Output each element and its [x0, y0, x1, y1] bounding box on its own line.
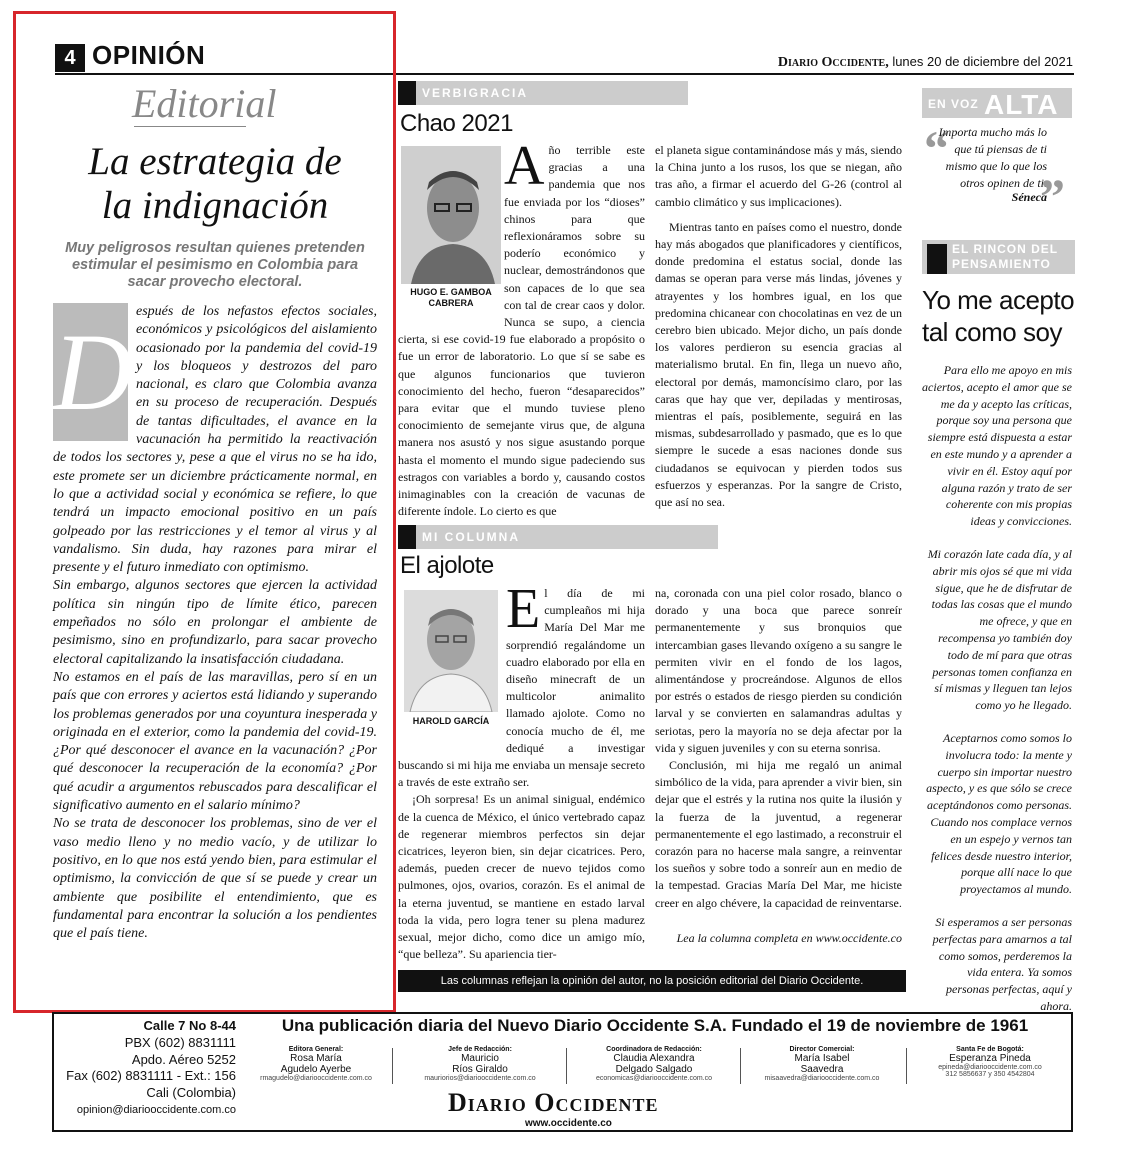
staff-name: Rosa María	[290, 1053, 342, 1064]
staff-email: mauriorios@diariooccidente.com.co	[424, 1075, 536, 1082]
staff-name: María Isabel	[794, 1053, 850, 1064]
phone-line: PBX (602) 8831111	[124, 1034, 236, 1050]
masthead-brand: Diario Occidente,	[777, 55, 889, 70]
headline-line-2: la indignación	[101, 184, 329, 227]
footer-url[interactable]: www.occidente.co	[525, 1118, 612, 1129]
po-box-line: Apdo. Aéreo 5252	[131, 1051, 236, 1067]
open-quote-icon: “	[924, 120, 949, 176]
quote-author: Séneca	[1011, 190, 1047, 204]
editorial-headline	[55, 140, 375, 228]
email-line: opinion@diariooccidente.com.co	[76, 1103, 236, 1116]
staff-role: Coordinadora de Redacción:	[606, 1046, 702, 1053]
city-line: Cali (Colombia)	[146, 1085, 236, 1101]
micolumna-col2-p1: na, coronada con una piel color rosado, blanco o dorado y una boca que parece sonreír permanentemente y sus bronquios que intercambian gases llevando oxígeno a su sangre le permiten vivir en el fondo de los lagos, alimentándose y procreándose. Algunos de ellos por estrés o estados de riesgo pierden su condición larval y se convierten en salamandras adultas y seriotas, pero la mayoría no se deja afectar por la vida y siguen juveniles y con su eterna sonrisa.	[655, 586, 902, 755]
issue-date: lunes 20 de diciembre del 2021	[888, 54, 1073, 69]
rincon-paragraph: Aceptarnos como somos lo involucra todo: la mente y cuerpo sin importar nuestro aspecto, y es que sólo se crece aceptándonos como personas. Cuando nos complace vernos en un espejo y vernos tan felices desde nuestro interior, porque allí nace lo que proyectamos al mundo.	[926, 730, 1072, 897]
label-block	[398, 81, 416, 105]
staff-role: Santa Fe de Bogotá:	[956, 1046, 1024, 1053]
editorial-paragraph: No se trata de desconocer los problemas, sino de ver el vaso medio lleno y no medio vacío, y de utilizar lo positivo, en lo que nos está yendo bien, para estimular el optimismo, la convicción de que sí se puede y crear un ambiente que posibilite el entendimiento, que es fundamental para encontrar la solución a los pendientes que el país tiene.	[53, 816, 377, 942]
staff-divider	[392, 1048, 393, 1084]
rincon-paragraph: Si esperamos a ser personas perfectas para amarnos a tal como somos, perderemos la vida entera. Ya somos personas perfectas, aquí y ahora.	[932, 914, 1072, 1013]
staff-role: Editora General:	[288, 1046, 344, 1053]
staff-name: Delgado Salgado	[615, 1064, 693, 1075]
staff-name: Saavedra	[800, 1064, 844, 1075]
fax-line: Fax (602) 8831111 - Ext.: 156	[66, 1068, 236, 1084]
staff-chief	[400, 1046, 560, 1082]
rincon-paragraph: Para ello me apoyo en mis aciertos, acepto el amor que se me da y acepto las críticas, porque soy una persona que siempre está dispuesta a estar en este mundo y a aprender a vivir en él. Estoy aquí por alguna razón y trato de ser coherente con mis propias ideas y convicciones.	[922, 363, 1072, 529]
verbigracia-column-1	[398, 135, 645, 520]
verbigracia-column-2	[655, 142, 902, 511]
staff-name: Ríos Giraldo	[452, 1064, 508, 1075]
staff-name: Claudia Alexandra	[613, 1053, 695, 1064]
rincon-label-text: EL RINCON DEL PENSAMIENTO	[952, 242, 1058, 271]
verbigracia-dropcap: A	[504, 135, 545, 197]
footer-address	[60, 1018, 236, 1119]
section-title: OPINIÓN	[92, 40, 206, 70]
editorial-dropcap: D	[53, 303, 128, 441]
masthead-date	[778, 54, 1073, 71]
staff-coordinator	[574, 1046, 734, 1082]
envoz-label	[922, 88, 1072, 118]
footer-logo: Diario Occidente	[448, 1088, 659, 1117]
footer-tagline: Una publicación diaria del Nuevo Diario Occidente S.A. Fundado el 19 de noviembre de 1961	[281, 1016, 1029, 1035]
envoz-label-big: ALTA	[984, 89, 1059, 120]
staff-divider	[906, 1048, 907, 1084]
verbigracia-title: Chao 2021	[400, 110, 513, 137]
editorial-paragraph: Sin embargo, algunos sectores que ejercen la actividad política sin ningún tipo de límite ético, parecen empeñados no sólo en prolongar el ambiente de pesimismo, sino en profundizarlo, para sacar provecho electoral capitalizando la insatisfacción ciudadana.	[53, 578, 377, 667]
disclaimer-bar: Las columnas reflejan la opinión del autor, no la posición editorial del Diario Occidente.	[398, 970, 906, 992]
staff-bogota	[910, 1046, 1070, 1078]
verbigracia-col2-p2: Mientras tanto en países como el nuestro, donde hay más abogados que planificadores y científicos, donde predomina el estatus social, donde las damas se operan para verse más lindas, jóvenes y atrayentes y los hombres igual, en los que predomina chicanear con chocolatinas en vez de un cerebro bien ubicado. Mejor dicho, un país donde los valores perdieron su esencia gracias al materialismo brutal. En fin, llega un nuevo año, electoral por demás, mamoncísimo claro, por las caras que hay que ver, depiladas y mentirosas, mientras el país, posiblemente, seguirá en las mismas, subdesarrollado y pasmado, que es lo que siempre le sucede a esas naciones donde sus ciudadanos se equivocan y pierden todos sus esfuerzos y esperanzas. Por la sangre de Cristo, que así no sea.	[655, 219, 902, 510]
micolumna-title: El ajolote	[400, 552, 494, 579]
staff-name: Mauricio	[461, 1053, 499, 1064]
envoz-label-small: EN VOZ	[928, 97, 979, 111]
staff-name: Esperanza Pineda	[949, 1053, 1031, 1064]
editorial-paragraph	[53, 303, 377, 577]
quote-text: Importa mucho más lo que tú piensas de ti mismo que lo que los otros opinen de ti.	[938, 125, 1047, 190]
micolumna-col2-p2: Conclusión, mi hija me regaló un animal simbólico de la vida, para aprender a vivir bien, sin dejar que el estrés y la rutina nos quite la ilusión y la fuerza de la juventud, a regenerar permanentemente el ego lastimado, a reconstruir el corazón para no hacerse mala sangre, a reinventar los sueños y sobre todo a sonreír aun en medio de la tempestad. Gracias María Del Mar, me hiciste creer en algo chévere, la capacidad de reinventarse.	[655, 758, 902, 910]
author-name-garcia: HAROLD GARCÍA	[412, 716, 490, 726]
staff-email: economicas@diariooccidente.com.co	[595, 1075, 713, 1082]
verbigracia-label	[398, 81, 688, 105]
address-line: Calle 7 No 8-44	[143, 1018, 236, 1033]
staff-email: misaavedra@diariooccidente.com.co	[764, 1075, 880, 1082]
micolumna-label	[398, 525, 718, 549]
micolumna-footer-note: Lea la columna completa en www.occidente.co	[676, 930, 902, 945]
photo-space	[398, 585, 506, 757]
micolumna-column-2	[655, 585, 902, 947]
rincon-title: Yo me acepto tal como soy	[922, 285, 1075, 347]
staff-phone: 312 5856637 y 350 4542804	[945, 1071, 1035, 1078]
verbigracia-label-text: VERBIGRACIA	[422, 86, 529, 100]
editorial-kicker: Editorial	[132, 81, 277, 126]
staff-role: Jefe de Redacción:	[448, 1046, 512, 1053]
staff-divider	[740, 1048, 741, 1084]
editorial-paragraph-text: espués de los nefastos efectos sociales, económicos y psicológicos del aislamiento ocasionado por la pandemia del covid-19 y los bloqueos y destrozos del paro nacional, es claro que Colombia avanza en su proceso de recuperación. Después de tantas dificultades, el avance en la vacunación ha permitido la reactivación de todos los sectores y, pese a que el virus no se ha ido, este promete ser un diciembre prácticamente normal, en lo que a actividad social y económica se refiere, lo que tendrá un impacto emocional positivo en un país golpeado por las restricciones y el temor al virus y al vandalismo. Sin duda, hay razones para mirar el presente y el futuro inmediato con optimismo.	[53, 304, 377, 576]
micolumna-dropcap: E	[506, 578, 541, 640]
editorial-deck: Muy peligrosos resultan quienes pretenden estimular el pesimismo en Colombia para sacar provecho electoral.	[65, 240, 365, 290]
micolumna-col1-p1-text: l día de mi cumpleaños mi hija María Del Mar me sorprendió regalándome un cuadro elaborado por ella en diseño minecraft de un multicolor animalito llamado ajolote. Como no conocía mucho de él, me dediqué a investigar buscando si mi hija me enviaba un mensaje secreto a través de este extraño ser.	[398, 586, 645, 790]
micolumna-label-text: MI COLUMNA	[422, 530, 520, 544]
staff-divider	[566, 1048, 567, 1084]
close-quote-icon: ”	[1040, 168, 1065, 224]
label-block	[398, 525, 416, 549]
staff-email: rmagudelo@diariooccidente.com.co	[260, 1075, 372, 1082]
rincon-body	[922, 362, 1072, 1031]
staff-editor	[236, 1046, 396, 1082]
rincon-label	[922, 240, 1075, 274]
staff-commercial	[742, 1046, 902, 1082]
headline-line-1: La estrategia de	[88, 140, 342, 183]
photo-space	[398, 142, 504, 326]
verbigracia-col2-p1: el planeta sigue contaminándose más y más, siendo la China junto a los rusos, los que se niegan, año tras año, a firmar el acuerdo del G-26 (control al cambio climático y sus implicaciones).	[655, 143, 902, 209]
label-block	[927, 244, 947, 274]
micolumna-column-1	[398, 578, 645, 963]
editorial-body	[53, 303, 377, 943]
staff-email: epineda@diariooccidente.com.co	[938, 1064, 1042, 1071]
kicker-rule	[134, 126, 246, 127]
page-number: 4	[55, 44, 85, 72]
staff-name: Agudelo Ayerbe	[280, 1064, 352, 1075]
staff-role: Director Comercial:	[789, 1046, 855, 1053]
verbigracia-col1-text: ño terrible este gracias a una pandemia que nos fue enviada por los “dioses” chinos para que reflexionáramos sobre su poderío económico y nuclear, demostrándonos que son capaces de lo que sea con tal de crear caos y dolor. Nunca se supo, a ciencia cierta, si ese covid-19 fue elaborado a propósito o fue un error de laboratorio. Lo que sí se sabe es que algunos funcionarios que tuvieron conocimiento del hecho, fueron “desaparecidos” para evitar que el mundo tuviese pleno conocimiento de semejante virus que, de alguna manera nos asustó y nos sigue asustando porque hasta el momento el mundo sigue padeciendo sus estragos con variables a bordo y, causando costos inimaginables con la creación de vacunas de diferente índole. Lo cierto es que	[398, 143, 645, 519]
editorial-paragraph: No estamos en el país de las maravillas, pero sí en un país que con errores y aciertos está lidiando y superando los problemas generados por una coyuntura inesperada y originada en el exterior, como la pandemia del covid-19. ¿Por qué desconocer el avance en la vacunación? ¿Por qué desconocer la recuperación de la economía? ¿Por qué acudir a argumentos rebuscados para descalificar el significativo aumento en el salario mínimo?	[53, 669, 377, 814]
rincon-paragraph: Mi corazón late cada día, y al abrir mis ojos sé que mi vida sigue, que he de disfrutar de todas las cosas que el mundo me ofrece, y que en recompensa yo también doy todo de mí para que otras personas tomen confianza en sí mismas y lleguen tan lejos como yo he llegado.	[927, 546, 1072, 713]
author-name-gamboa: HUGO E. GAMBOA CABRERA	[410, 287, 492, 308]
micolumna-col1-p2: ¡Oh sorpresa! Es un animal sinigual, endémico de la cuenca de México, el único vertebrado capaz de regenerar miembros perfectos sin dejar cicatrices, leyeron bien, sin dejar cicatrices. Pero, además, pueden crecer de nuevo tejidos como pulmones, ojos, ovarios, corazón. Es el animal de la eterna juventud, se mantiene en estado larval toda la vida, pero logra tener su plena madurez sexual, mejor dicho, como dice un amigo mío, “que belleza”. Su apariencia tier-	[398, 792, 645, 962]
